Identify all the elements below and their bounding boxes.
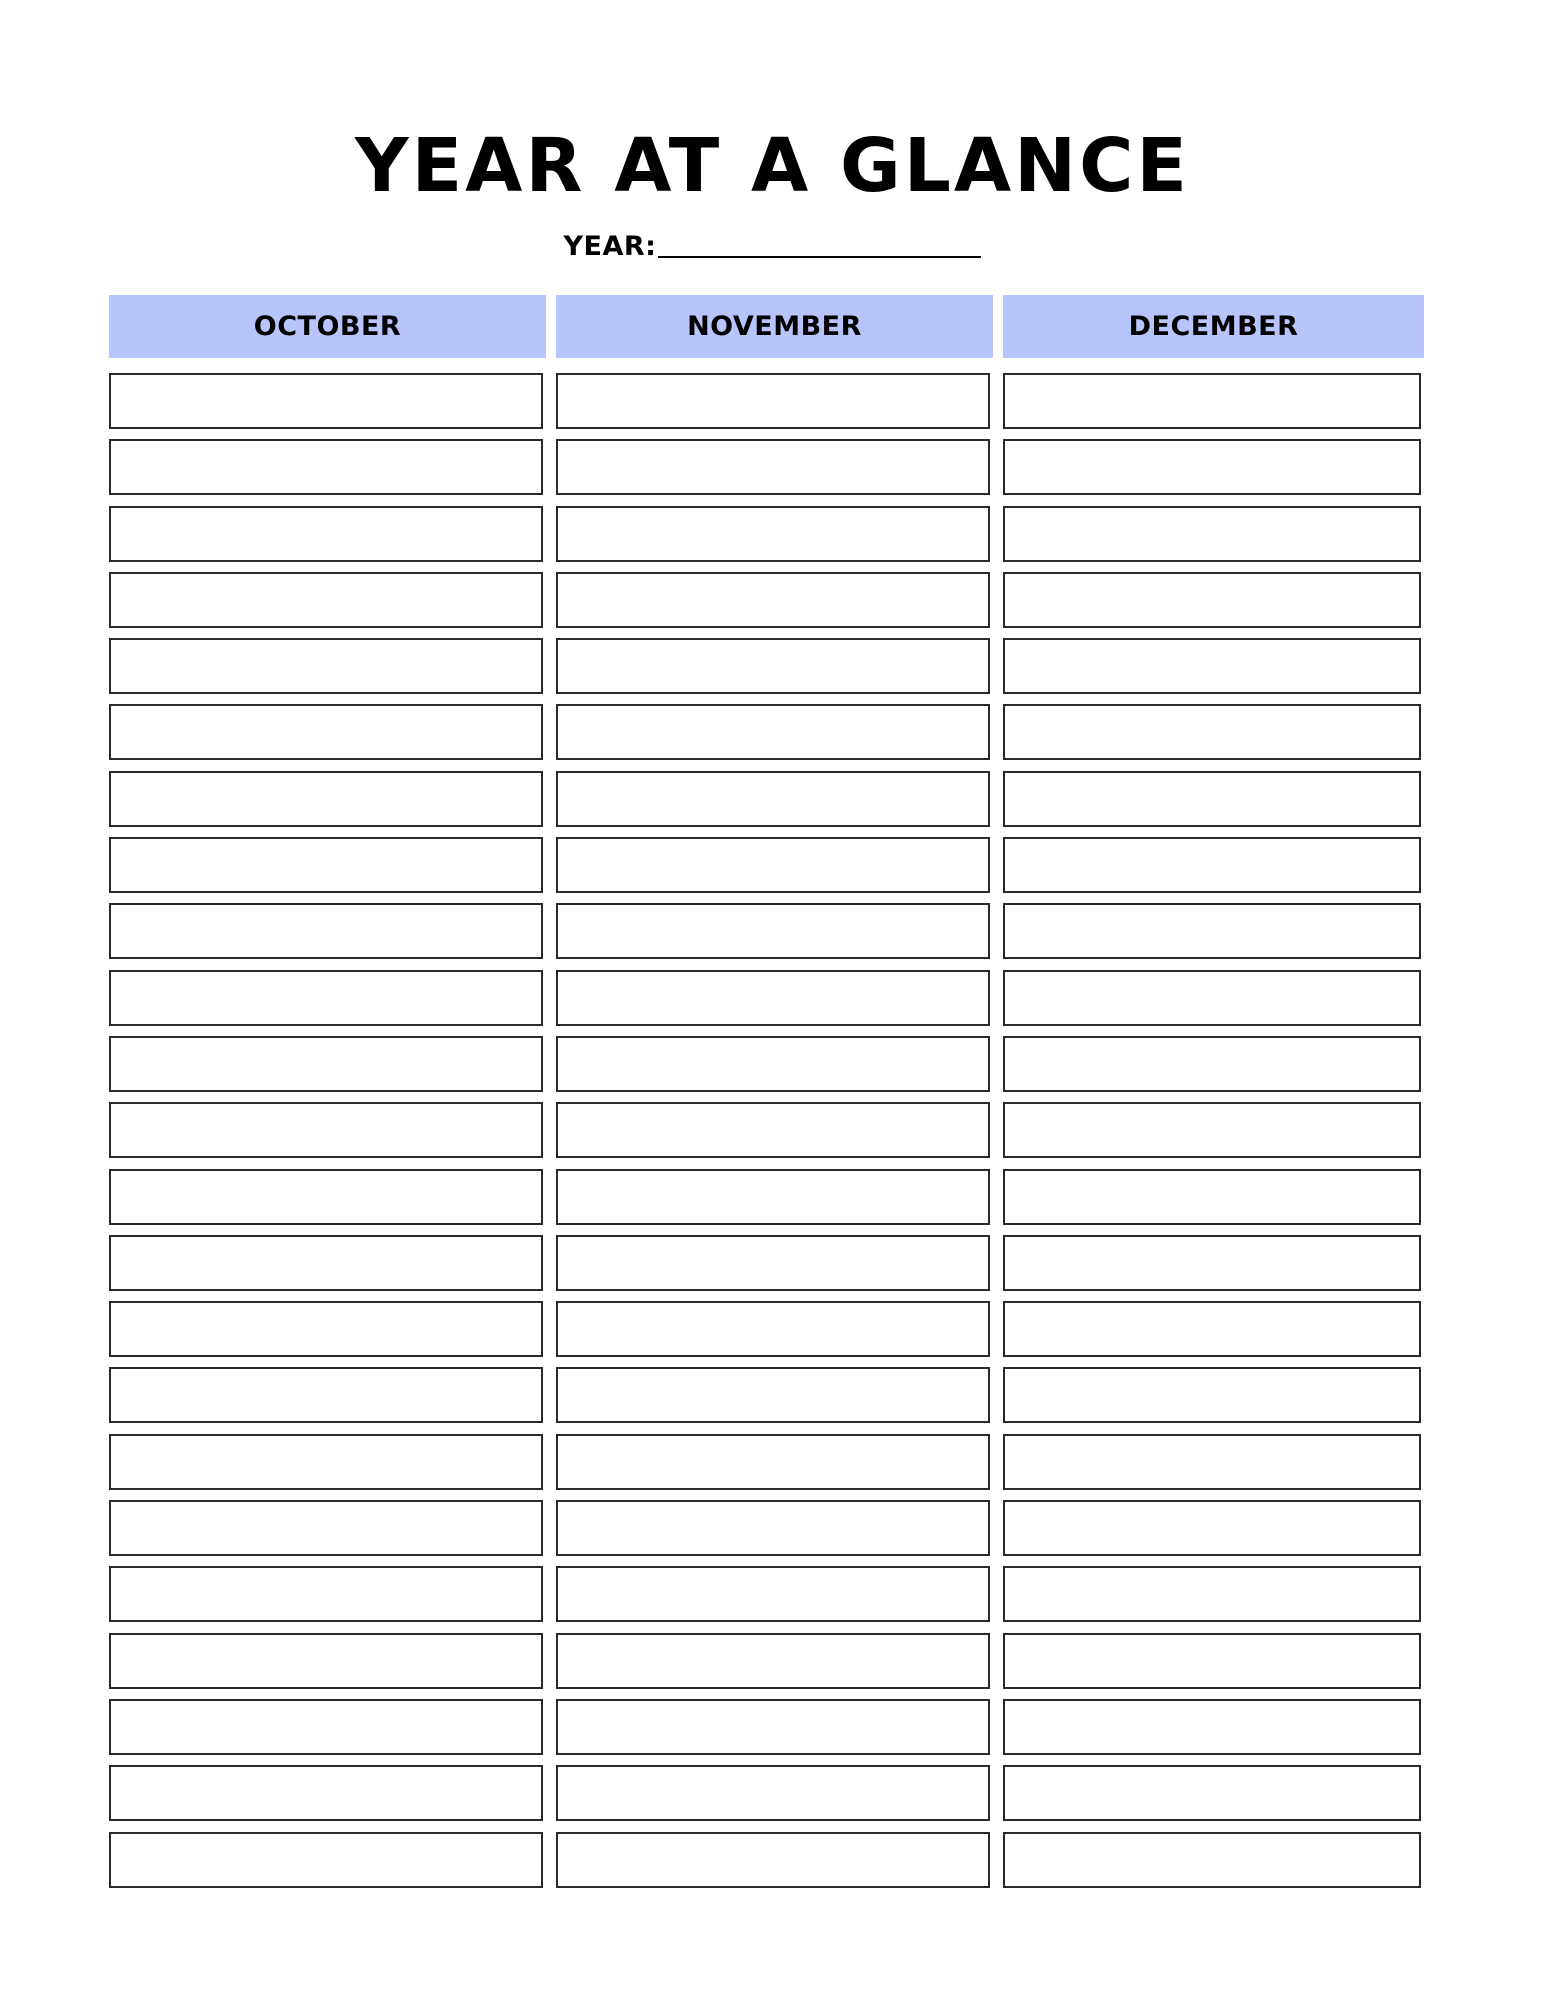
entry-box[interactable]	[1003, 704, 1421, 760]
entry-box[interactable]	[1003, 373, 1421, 429]
entry-box[interactable]	[109, 373, 543, 429]
entry-box[interactable]	[109, 903, 543, 959]
entry-box[interactable]	[109, 1102, 543, 1158]
entry-box[interactable]	[1003, 903, 1421, 959]
entry-box[interactable]	[556, 1566, 990, 1622]
entry-box[interactable]	[556, 1500, 990, 1556]
year-label: YEAR:	[563, 231, 657, 262]
entry-box[interactable]	[109, 1566, 543, 1622]
page-title: YEAR AT A GLANCE	[355, 123, 1190, 209]
entry-box[interactable]	[109, 970, 543, 1026]
entry-box[interactable]	[556, 771, 990, 827]
entry-box[interactable]	[556, 1367, 990, 1423]
entry-box[interactable]	[556, 1301, 990, 1357]
entry-box[interactable]	[556, 1832, 990, 1888]
entry-list	[556, 373, 993, 1888]
entry-box[interactable]	[109, 1832, 543, 1888]
entry-box[interactable]	[1003, 506, 1421, 562]
entry-box[interactable]	[1003, 1699, 1421, 1755]
entry-box[interactable]	[109, 1500, 543, 1556]
entry-box[interactable]	[1003, 1367, 1421, 1423]
entry-box[interactable]	[109, 1434, 543, 1490]
entry-box[interactable]	[109, 439, 543, 495]
entry-box[interactable]	[1003, 439, 1421, 495]
month-header: NOVEMBER	[556, 295, 993, 358]
entry-box[interactable]	[556, 1633, 990, 1689]
months-grid	[109, 295, 1424, 1888]
entry-box[interactable]	[109, 837, 543, 893]
entry-box[interactable]	[1003, 1500, 1421, 1556]
entry-box[interactable]	[1003, 1434, 1421, 1490]
entry-box[interactable]	[556, 373, 990, 429]
entry-box[interactable]	[109, 572, 543, 628]
entry-box[interactable]	[109, 771, 543, 827]
month-column-december	[1003, 295, 1424, 1888]
entry-box[interactable]	[556, 1699, 990, 1755]
month-header: OCTOBER	[109, 295, 546, 358]
entry-box[interactable]	[109, 1036, 543, 1092]
year-field	[0, 228, 1545, 264]
entry-box[interactable]	[109, 506, 543, 562]
entry-box[interactable]	[1003, 1102, 1421, 1158]
entry-box[interactable]	[556, 837, 990, 893]
entry-box[interactable]	[109, 1301, 543, 1357]
entry-box[interactable]	[556, 506, 990, 562]
month-header: DECEMBER	[1003, 295, 1424, 358]
entry-box[interactable]	[109, 638, 543, 694]
entry-box[interactable]	[1003, 771, 1421, 827]
entry-box[interactable]	[1003, 837, 1421, 893]
entry-box[interactable]	[556, 572, 990, 628]
year-input-line[interactable]	[658, 256, 981, 258]
entry-box[interactable]	[556, 1765, 990, 1821]
entry-box[interactable]	[556, 970, 990, 1026]
entry-box[interactable]	[1003, 1235, 1421, 1291]
entry-box[interactable]	[556, 704, 990, 760]
month-column-november	[556, 295, 993, 1888]
entry-box[interactable]	[1003, 1832, 1421, 1888]
entry-list	[109, 373, 546, 1888]
entry-box[interactable]	[109, 1765, 543, 1821]
entry-box[interactable]	[556, 439, 990, 495]
entry-box[interactable]	[1003, 1301, 1421, 1357]
entry-box[interactable]	[109, 1235, 543, 1291]
entry-box[interactable]	[556, 1434, 990, 1490]
entry-box[interactable]	[109, 1699, 543, 1755]
entry-box[interactable]	[1003, 1765, 1421, 1821]
entry-box[interactable]	[556, 1036, 990, 1092]
month-column-october	[109, 295, 546, 1888]
entry-box[interactable]	[109, 1169, 543, 1225]
entry-box[interactable]	[556, 1102, 990, 1158]
entry-box[interactable]	[1003, 572, 1421, 628]
entry-box[interactable]	[109, 1633, 543, 1689]
entry-box[interactable]	[1003, 1633, 1421, 1689]
entry-box[interactable]	[556, 903, 990, 959]
entry-box[interactable]	[556, 1235, 990, 1291]
entry-box[interactable]	[556, 638, 990, 694]
entry-box[interactable]	[1003, 970, 1421, 1026]
entry-box[interactable]	[1003, 1566, 1421, 1622]
entry-box[interactable]	[1003, 638, 1421, 694]
entry-box[interactable]	[1003, 1036, 1421, 1092]
entry-box[interactable]	[109, 704, 543, 760]
entry-list	[1003, 373, 1424, 1888]
entry-box[interactable]	[556, 1169, 990, 1225]
entry-box[interactable]	[1003, 1169, 1421, 1225]
entry-box[interactable]	[109, 1367, 543, 1423]
